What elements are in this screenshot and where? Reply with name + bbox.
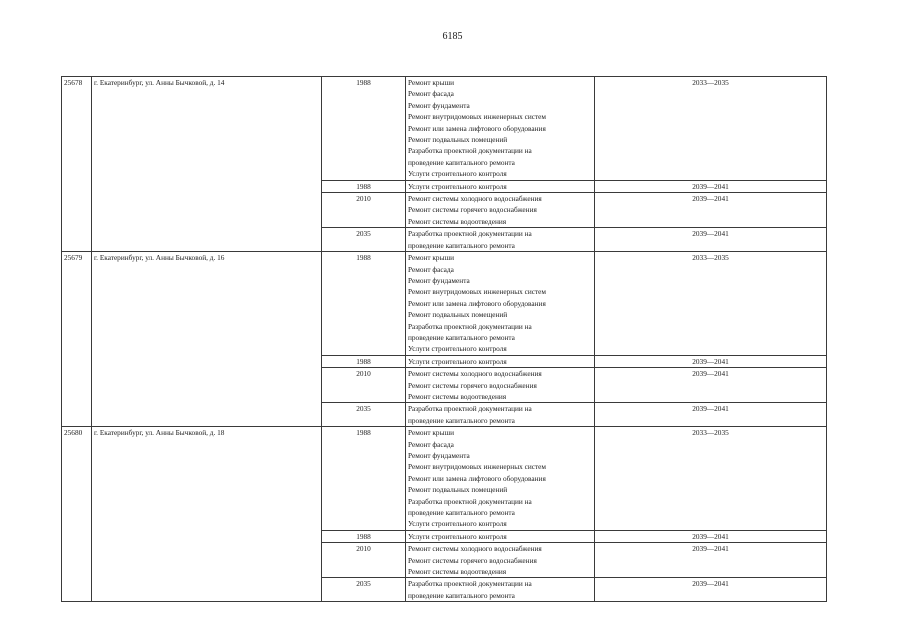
work-item: Ремонт системы водоотведения <box>408 391 507 401</box>
work-item: Ремонт или замена лифтового оборудования <box>408 298 546 308</box>
work-type-cell <box>406 368 595 403</box>
building-address-cell: г. Екатеринбург, ул. Анны Бычковой, д. 18 <box>92 427 322 602</box>
year-cell: 2010 <box>322 543 406 578</box>
work-item: Ремонт фундамента <box>408 100 470 110</box>
period-cell: 2039—2041 <box>595 180 827 192</box>
work-item: проведение капитального ремонта <box>408 157 515 167</box>
work-item: Ремонт фасада <box>408 264 454 274</box>
work-item: Ремонт внутридомовых инженерных систем <box>408 287 547 297</box>
work-item: Ремонт или замена лифтового оборудования <box>408 123 546 133</box>
building-id-cell: 25680 <box>62 427 92 602</box>
period-cell: 2033—2035 <box>595 77 827 181</box>
year-cell: 1988 <box>322 77 406 181</box>
work-item: проведение капитального ремонта <box>408 332 515 342</box>
work-item: Ремонт фундамента <box>408 451 470 460</box>
work-item: Ремонт системы водоотведения <box>408 216 507 226</box>
period-cell: 2039—2041 <box>595 403 827 427</box>
work-item: Ремонт крыши <box>408 78 455 87</box>
work-item: Ремонт подвальных помещений <box>408 135 508 145</box>
work-item: Ремонт крыши <box>408 428 455 438</box>
work-item: Ремонт внутридомовых инженерных систем <box>408 462 547 472</box>
work-item: проведение капитального ремонта <box>408 590 515 600</box>
work-item: Ремонт подвальных помещений <box>408 310 508 320</box>
work-item: Ремонт внутридомовых инженерных систем <box>408 112 547 122</box>
work-item: Ремонт фасада <box>408 89 454 99</box>
work-item: проведение капитального ремонта <box>408 240 515 250</box>
work-item: Услуги строительного контроля <box>408 356 507 366</box>
table-row <box>62 252 827 356</box>
work-type-cell <box>406 530 595 542</box>
building-address-cell: г. Екатеринбург, ул. Анны Бычковой, д. 14 <box>92 77 322 252</box>
capital-repair-table <box>61 76 827 602</box>
work-item: Услуги строительного контроля <box>408 181 507 191</box>
year-cell: 1988 <box>322 530 406 542</box>
period-cell: 2039—2041 <box>595 193 827 228</box>
period-cell: 2039—2041 <box>595 543 827 578</box>
work-item: Ремонт подвальных помещений <box>408 485 508 495</box>
work-item: Услуги строительного контроля <box>408 519 507 529</box>
work-item: Ремонт системы горячего водоснабжения <box>408 205 537 215</box>
work-item: Ремонт крыши <box>408 253 455 263</box>
work-item: Разработка проектной документации на <box>408 146 532 156</box>
table-row <box>62 77 827 181</box>
table-row <box>62 427 827 531</box>
work-type-cell <box>406 252 595 356</box>
work-item: Ремонт фасада <box>408 439 454 449</box>
work-type-cell <box>406 193 595 228</box>
building-id-cell: 25679 <box>62 252 92 427</box>
period-cell: 2039—2041 <box>595 368 827 403</box>
work-type-cell <box>406 180 595 192</box>
work-item: Разработка проектной документации на <box>408 229 532 239</box>
work-item: Ремонт системы горячего водоснабжения <box>408 380 537 390</box>
year-cell: 1988 <box>322 355 406 367</box>
period-cell: 2039—2041 <box>595 530 827 542</box>
year-cell: 2010 <box>322 193 406 228</box>
year-cell: 2035 <box>322 578 406 602</box>
building-id-cell: 25678 <box>62 77 92 252</box>
building-address-cell: г. Екатеринбург, ул. Анны Бычковой, д. 16 <box>92 252 322 427</box>
work-item: Ремонт системы горячего водоснабжения <box>408 555 537 565</box>
work-item: Ремонт системы холодного водоснабжения <box>408 369 542 379</box>
work-item: Разработка проектной документации на <box>408 404 532 414</box>
work-item: Ремонт или замена лифтового оборудования <box>408 473 546 483</box>
year-cell: 2035 <box>322 403 406 427</box>
work-type-cell <box>406 543 595 578</box>
period-cell: 2033—2035 <box>595 427 827 531</box>
work-item: Разработка проектной документации на <box>408 579 532 589</box>
work-type-cell <box>406 77 595 181</box>
year-cell: 2010 <box>322 368 406 403</box>
year-cell: 1988 <box>322 252 406 356</box>
year-cell: 2035 <box>322 228 406 252</box>
work-item: Услуги строительного контроля <box>408 531 507 541</box>
work-item: Услуги строительного контроля <box>408 344 507 354</box>
work-item: Ремонт системы водоотведения <box>408 567 507 577</box>
period-cell: 2039—2041 <box>595 355 827 367</box>
work-item: проведение капитального ремонта <box>408 508 515 518</box>
year-cell: 1988 <box>322 427 406 531</box>
work-item: Разработка проектной документации на <box>408 496 532 506</box>
table-body <box>62 77 827 602</box>
period-cell: 2033—2035 <box>595 252 827 356</box>
work-type-cell <box>406 578 595 602</box>
period-cell: 2039—2041 <box>595 578 827 602</box>
work-item: Разработка проектной документации на <box>408 321 532 331</box>
year-cell: 1988 <box>322 180 406 192</box>
work-item: проведение капитального ремонта <box>408 415 515 425</box>
period-cell: 2039—2041 <box>595 228 827 252</box>
work-item: Ремонт системы холодного водоснабжения <box>408 544 542 554</box>
work-type-cell <box>406 403 595 427</box>
work-type-cell <box>406 427 595 531</box>
page-number: 6185 <box>442 31 463 42</box>
work-type-cell <box>406 228 595 252</box>
work-type-cell <box>406 355 595 367</box>
work-item: Ремонт системы холодного водоснабжения <box>408 194 542 204</box>
work-item: Услуги строительного контроля <box>408 169 507 179</box>
work-item: Ремонт фундамента <box>408 275 470 285</box>
